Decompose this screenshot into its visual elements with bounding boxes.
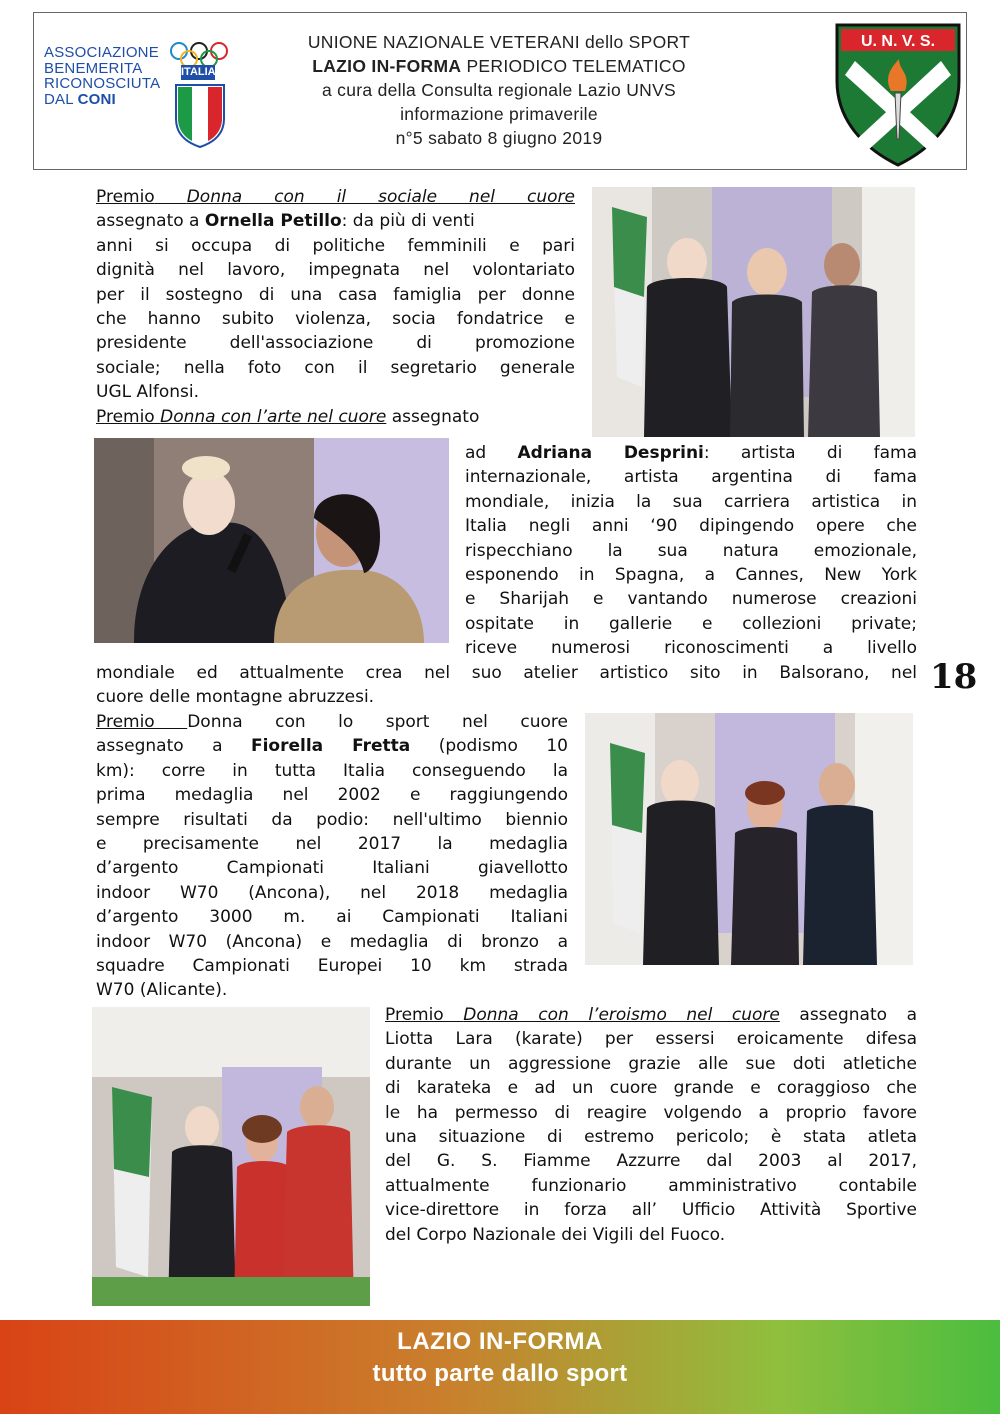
footer-slogan: tutto parte dallo sport	[372, 1360, 628, 1387]
editor-line: a cura della Consulta regionale Lazio UNVS	[321, 80, 677, 100]
honoree-name: Ornella Petillo	[204, 211, 342, 232]
org-name: UNIONE NAZIONALE VETERANI dello SPORT	[307, 32, 691, 52]
award-heading: Premio Donna con il sociale nel cuore	[96, 187, 575, 207]
award-heading: Premio Donna con l’eroismo nel cuore assegnato a	[385, 1005, 917, 1025]
coni-logo-text: ASSOCIAZIONE BENEMERITA RICONOSCIUTA DAL CONI	[44, 44, 161, 108]
award-heading: Premio Donna con lo sport nel cuore	[96, 712, 568, 732]
issue-date: n°5 sabato 8 giugno 2019	[395, 128, 603, 148]
coni-logo	[44, 39, 236, 151]
article-donna-sport: Premio Donna con lo sport nel cuore assegnato a Fiorella Fretta (podismo 10 km): corre in tutta Italia conseguendo la prima medaglia nel 2002 e raggiungendo sempre risultati da podio: nell'ultimo biennio e precisamente nel 2017 la medaglia d’argento Campionati Italiani giavellotto indoor W70 (Ancona), nel 2018 medaglia d’argento 3000 m. ai Campionati Italiani indoor W70 (Ancona) e medaglia di bronzo a squadre Campionati Europei 10 km strada W70 (Alicante).	[96, 712, 568, 1001]
tricolor-shield-icon	[174, 83, 226, 149]
svg-text:U. N. V. S.: U. N. V. S.	[860, 33, 936, 50]
italia-label: ITALIA	[181, 66, 216, 78]
honoree-name: Fiorella Fretta	[250, 736, 411, 757]
unvs-shield-logo	[833, 21, 963, 169]
article-donna-eroismo: Premio Donna con l’eroismo nel cuore assegnato a Liotta Lara (karate) per essersi eroicamente difesa durante un aggressione grazie alle sue doti atletiche di karateka e ad un cuore grande e coraggioso che le ha permesso di reagire volgendo a proprio favore una situazione di estremo pericolo; è stata atleta del G. S. Fiamme Azzurre dal 2003 al 2017, attualmente funzionario amministrativo contabile vice-direttore in forza all’ Ufficio Attività Sportive del Corpo Nazionale dei Vigili del Fuoco.	[385, 1005, 917, 1245]
masthead-text	[274, 30, 724, 150]
article-donna-sociale: Premio Donna con il sociale nel cuore assegnato a Ornella Petillo: da più di venti anni si occupa di politiche femminili e pari dignità nel lavoro, impegnata nel volontariato per il sostegno di una casa famiglia per donne che hanno subito violenza, socia fondatrice e presidente dell'associazione di promozione sociale; nella foto con il segretario generale UGL Alfonsi. Premio Donna con l’arte nel cuore assegnato	[96, 187, 575, 427]
footer-banner	[0, 1320, 1000, 1414]
honoree-name: Adriana Desprini	[517, 443, 704, 463]
photo-ornella-petillo	[592, 187, 915, 437]
photo-adriana-desprini	[94, 438, 449, 643]
edition-type: informazione primaverile	[400, 104, 598, 124]
article-donna-arte: ad Adriana Desprini: artista di fama internazionale, artista argentina di fama mondiale, inizia la sua carriera artistica in Italia negli anni ‘90 dipingendo opere che rispecchiano la sua natura emozionale, esponendo in Spagna, a Cannes, New York e Sharijah e vantando numerose creazioni ospitate in gallerie e collezioni private; riceve numerosi riconoscimenti a livello	[465, 443, 917, 659]
photo-liotta-lara	[92, 1007, 370, 1306]
photo-fiorella-fretta	[585, 713, 913, 965]
masthead	[33, 12, 967, 170]
article-donna-arte-continued: mondiale ed attualmente crea nel suo atelier artistico sito in Balsorano, nel cuore delle montagne abruzzesi.	[96, 663, 917, 708]
publication-line: LAZIO IN-FORMA PERIODICO TELEMATICO	[312, 56, 686, 76]
footer-title: LAZIO IN-FORMA	[397, 1328, 603, 1355]
page-number: 18	[930, 657, 978, 697]
